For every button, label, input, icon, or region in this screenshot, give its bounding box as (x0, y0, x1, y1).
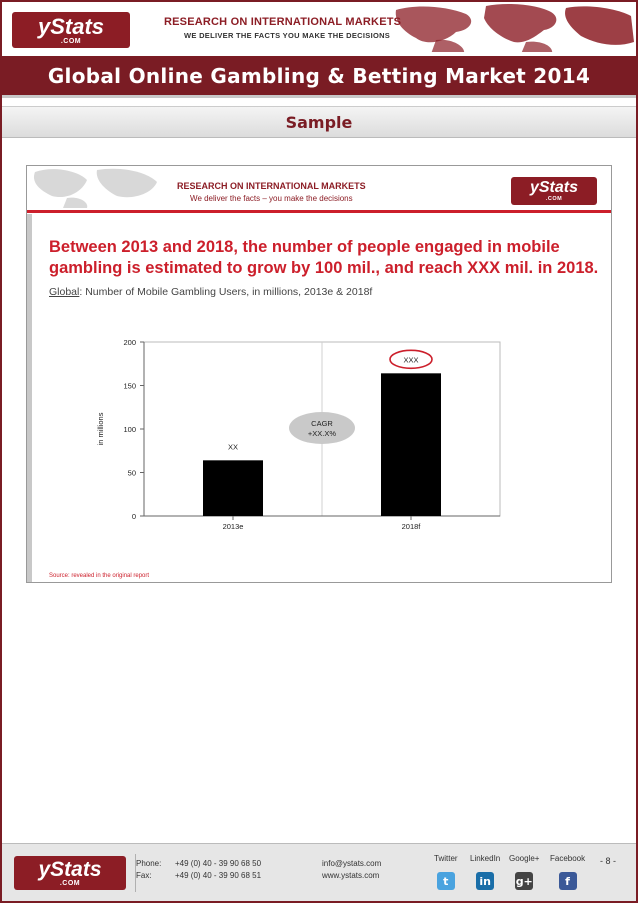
page-number: - 8 - (599, 856, 616, 866)
y-axis-label: in millions (96, 412, 105, 446)
social-google-plus[interactable] (509, 854, 539, 890)
linkedin-label: LinkedIn (470, 854, 501, 863)
website-link[interactable]: www.ystats.com (322, 871, 380, 880)
logo-wordmark: yStats (37, 13, 105, 39)
cagr-bubble (289, 412, 355, 444)
bar-chart (27, 166, 612, 583)
fax-number: +49 (0) 40 - 39 90 68 51 (175, 871, 262, 880)
header-tagline (164, 16, 401, 40)
tagline-line-2: WE DELIVER THE FACTS YOU MAKE THE DECISIONS (184, 31, 391, 40)
slide-logo-domain: .COM (545, 196, 563, 202)
y-tick-label: 50 (127, 468, 136, 478)
phone-number: +49 (0) 40 - 39 90 68 50 (175, 859, 262, 868)
y-tick-label: 0 (131, 512, 136, 521)
x-tick-label: 2018f (401, 522, 421, 531)
bar-data-label: XXX (403, 355, 419, 365)
contact-web (322, 858, 381, 882)
bar-data-label: XX (227, 442, 239, 452)
google-plus-label: Google+ (509, 854, 540, 863)
top-header (2, 2, 636, 52)
section-heading: Sample (285, 112, 353, 132)
sample-slide (26, 165, 612, 583)
x-tick-label: 2013e (222, 522, 244, 531)
title-bar (2, 56, 636, 98)
footer-ystats-logo[interactable] (14, 856, 126, 890)
y-tick-label: 200 (123, 338, 136, 347)
email-link[interactable]: info@ystats.com (322, 859, 382, 868)
headline-line-1: Between 2013 and 2018, the number of people engaged in mobile (49, 238, 560, 256)
slide-tagline-line-2: We deliver the facts – you make the decisions (190, 194, 353, 203)
twitter-icon[interactable]: t (437, 872, 455, 890)
phone-label: Phone: (136, 859, 162, 868)
section-bar (2, 106, 636, 138)
footer (2, 843, 636, 901)
slide-logo-wordmark: yStats (529, 179, 579, 196)
facebook-label: Facebook (550, 854, 586, 863)
fax-label: Fax: (136, 871, 152, 880)
linkedin-icon[interactable]: in (476, 872, 494, 890)
headline-line-2: gambling is estimated to grow by 100 mil., and reach XXX mil. in 2018. (49, 259, 599, 277)
footer-logo-domain: .COM (59, 880, 81, 887)
tagline-line-1: RESEARCH ON INTERNATIONAL MARKETS (164, 16, 402, 28)
bar (203, 460, 263, 516)
slide-tagline-line-1: RESEARCH ON INTERNATIONAL MARKETS (177, 181, 366, 191)
facebook-icon[interactable]: f (559, 872, 577, 890)
cagr-label: CAGR (311, 419, 333, 428)
ystats-logo[interactable] (12, 12, 130, 48)
social-linkedin[interactable] (470, 854, 500, 890)
twitter-label: Twitter (434, 854, 458, 863)
y-tick-label: 100 (123, 425, 136, 434)
social-facebook[interactable] (550, 854, 585, 890)
page-title: Global Online Gambling & Betting Market 2014 (47, 63, 591, 88)
world-map-decoration (376, 2, 636, 52)
subtitle-region: Global (49, 286, 80, 298)
source-note: Source: revealed in the original report (49, 573, 150, 579)
bar (381, 373, 441, 516)
contact-labels (136, 858, 161, 882)
contact-numbers (175, 858, 261, 882)
cagr-value: +XX.X% (307, 429, 337, 438)
subtitle-description: : Number of Mobile Gambling Users, in millions, 2013e & 2018f (79, 286, 373, 298)
social-twitter[interactable] (434, 854, 458, 890)
y-tick-label: 150 (123, 381, 136, 391)
footer-logo-wordmark: yStats (38, 858, 102, 881)
google-plus-icon[interactable]: g+ (515, 872, 533, 890)
logo-domain: .COM (60, 37, 82, 45)
